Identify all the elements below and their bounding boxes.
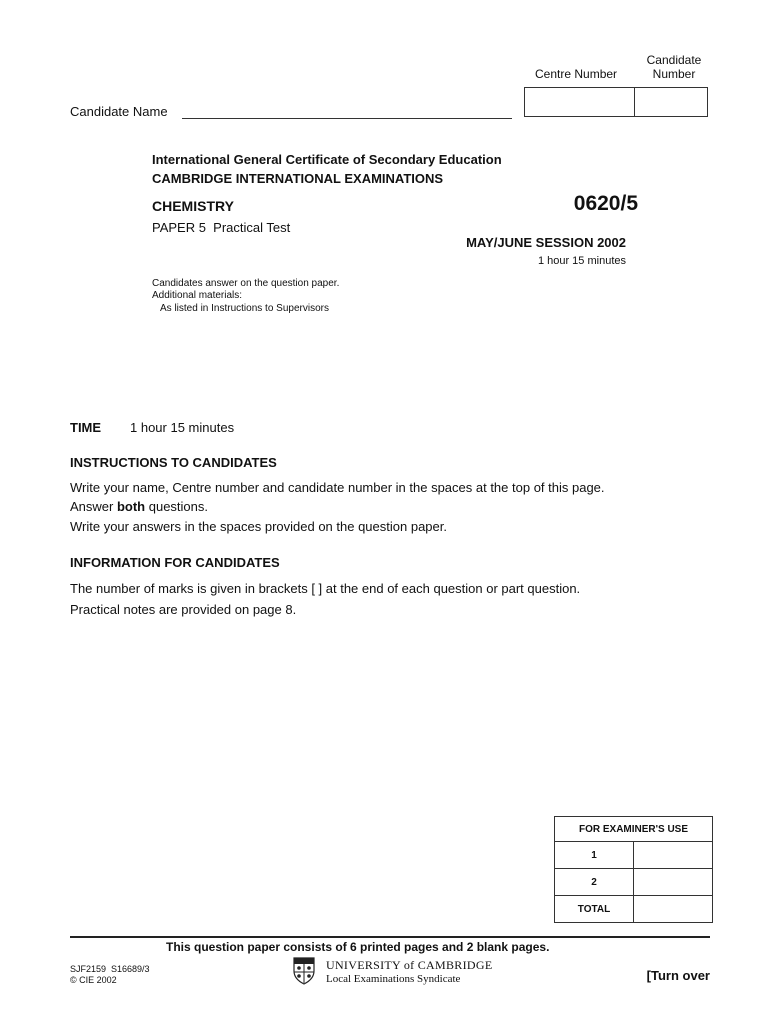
university-crest-icon bbox=[293, 957, 315, 985]
instruction-line-2-bold: both bbox=[116, 499, 146, 514]
information-heading: INFORMATION FOR CANDIDATES bbox=[70, 555, 280, 570]
turn-over: [Turn over bbox=[646, 968, 710, 983]
examiners-use-table bbox=[554, 816, 713, 923]
total-mark[interactable] bbox=[634, 896, 713, 923]
syndicate-name: Local Examinations Syndicate bbox=[326, 973, 461, 985]
information-line-2: Practical notes are provided on page 8. bbox=[70, 602, 297, 617]
information-line-1: The number of marks is given in brackets [ ] at the end of each question or part question. bbox=[70, 581, 581, 596]
candidate-name-field[interactable] bbox=[182, 118, 512, 119]
question-2-label: 2 bbox=[555, 869, 634, 896]
paper-title: PAPER 5 Practical Test bbox=[152, 220, 291, 235]
time-label: TIME bbox=[70, 420, 102, 435]
question-2-mark[interactable] bbox=[634, 869, 713, 896]
candidate-name-label: Candidate Name bbox=[70, 104, 168, 119]
footer-divider bbox=[70, 936, 710, 938]
centre-number-box[interactable] bbox=[524, 87, 636, 117]
additional-materials-label: Additional materials: bbox=[152, 290, 243, 301]
answer-note: Candidates answer on the question paper. bbox=[152, 278, 340, 289]
candidate-number-label bbox=[642, 53, 706, 81]
centre-number-label: Centre Number bbox=[535, 67, 618, 81]
total-label: TOTAL bbox=[555, 896, 634, 923]
paper-code: 0620/5 bbox=[573, 192, 638, 215]
candidate-number-label-line-2: Number bbox=[652, 67, 696, 81]
table-header-row bbox=[555, 817, 713, 842]
table-row bbox=[555, 842, 713, 869]
instruction-line-2-pre: Answer bbox=[70, 499, 117, 514]
table-row bbox=[555, 896, 713, 923]
exam-board: CAMBRIDGE INTERNATIONAL EXAMINATIONS bbox=[152, 171, 444, 186]
subject-title: CHEMISTRY bbox=[152, 198, 234, 214]
table-row bbox=[555, 869, 713, 896]
instructions-heading: INSTRUCTIONS TO CANDIDATES bbox=[70, 455, 277, 470]
additional-materials-value: As listed in Instructions to Supervisors bbox=[160, 303, 329, 314]
examiners-use-heading: FOR EXAMINER'S USE bbox=[555, 817, 713, 842]
candidate-number-label-line-1: Candidate bbox=[646, 53, 702, 67]
qualification-title: International General Certificate of Secondary Education bbox=[152, 152, 502, 167]
instruction-line-1: Write your name, Centre number and candidate number in the spaces at the top of this page. bbox=[70, 480, 605, 495]
session: MAY/JUNE SESSION 2002 bbox=[466, 235, 626, 250]
question-1-mark[interactable] bbox=[634, 842, 713, 869]
university-name: UNIVERSITY of CAMBRIDGE bbox=[326, 958, 493, 972]
time-value: 1 hour 15 minutes bbox=[130, 420, 235, 435]
instruction-line-2 bbox=[70, 499, 208, 514]
reference-code: SJF2159 S16689/3 bbox=[70, 964, 150, 974]
question-1-label: 1 bbox=[555, 842, 634, 869]
copyright: © CIE 2002 bbox=[70, 975, 117, 985]
candidate-number-box[interactable] bbox=[634, 87, 708, 117]
pages-note: This question paper consists of 6 printed pages and 2 blank pages. bbox=[166, 940, 550, 954]
instruction-line-2-post: questions. bbox=[145, 499, 208, 514]
instruction-line-3: Write your answers in the spaces provided on the question paper. bbox=[70, 519, 447, 534]
duration: 1 hour 15 minutes bbox=[537, 255, 626, 267]
